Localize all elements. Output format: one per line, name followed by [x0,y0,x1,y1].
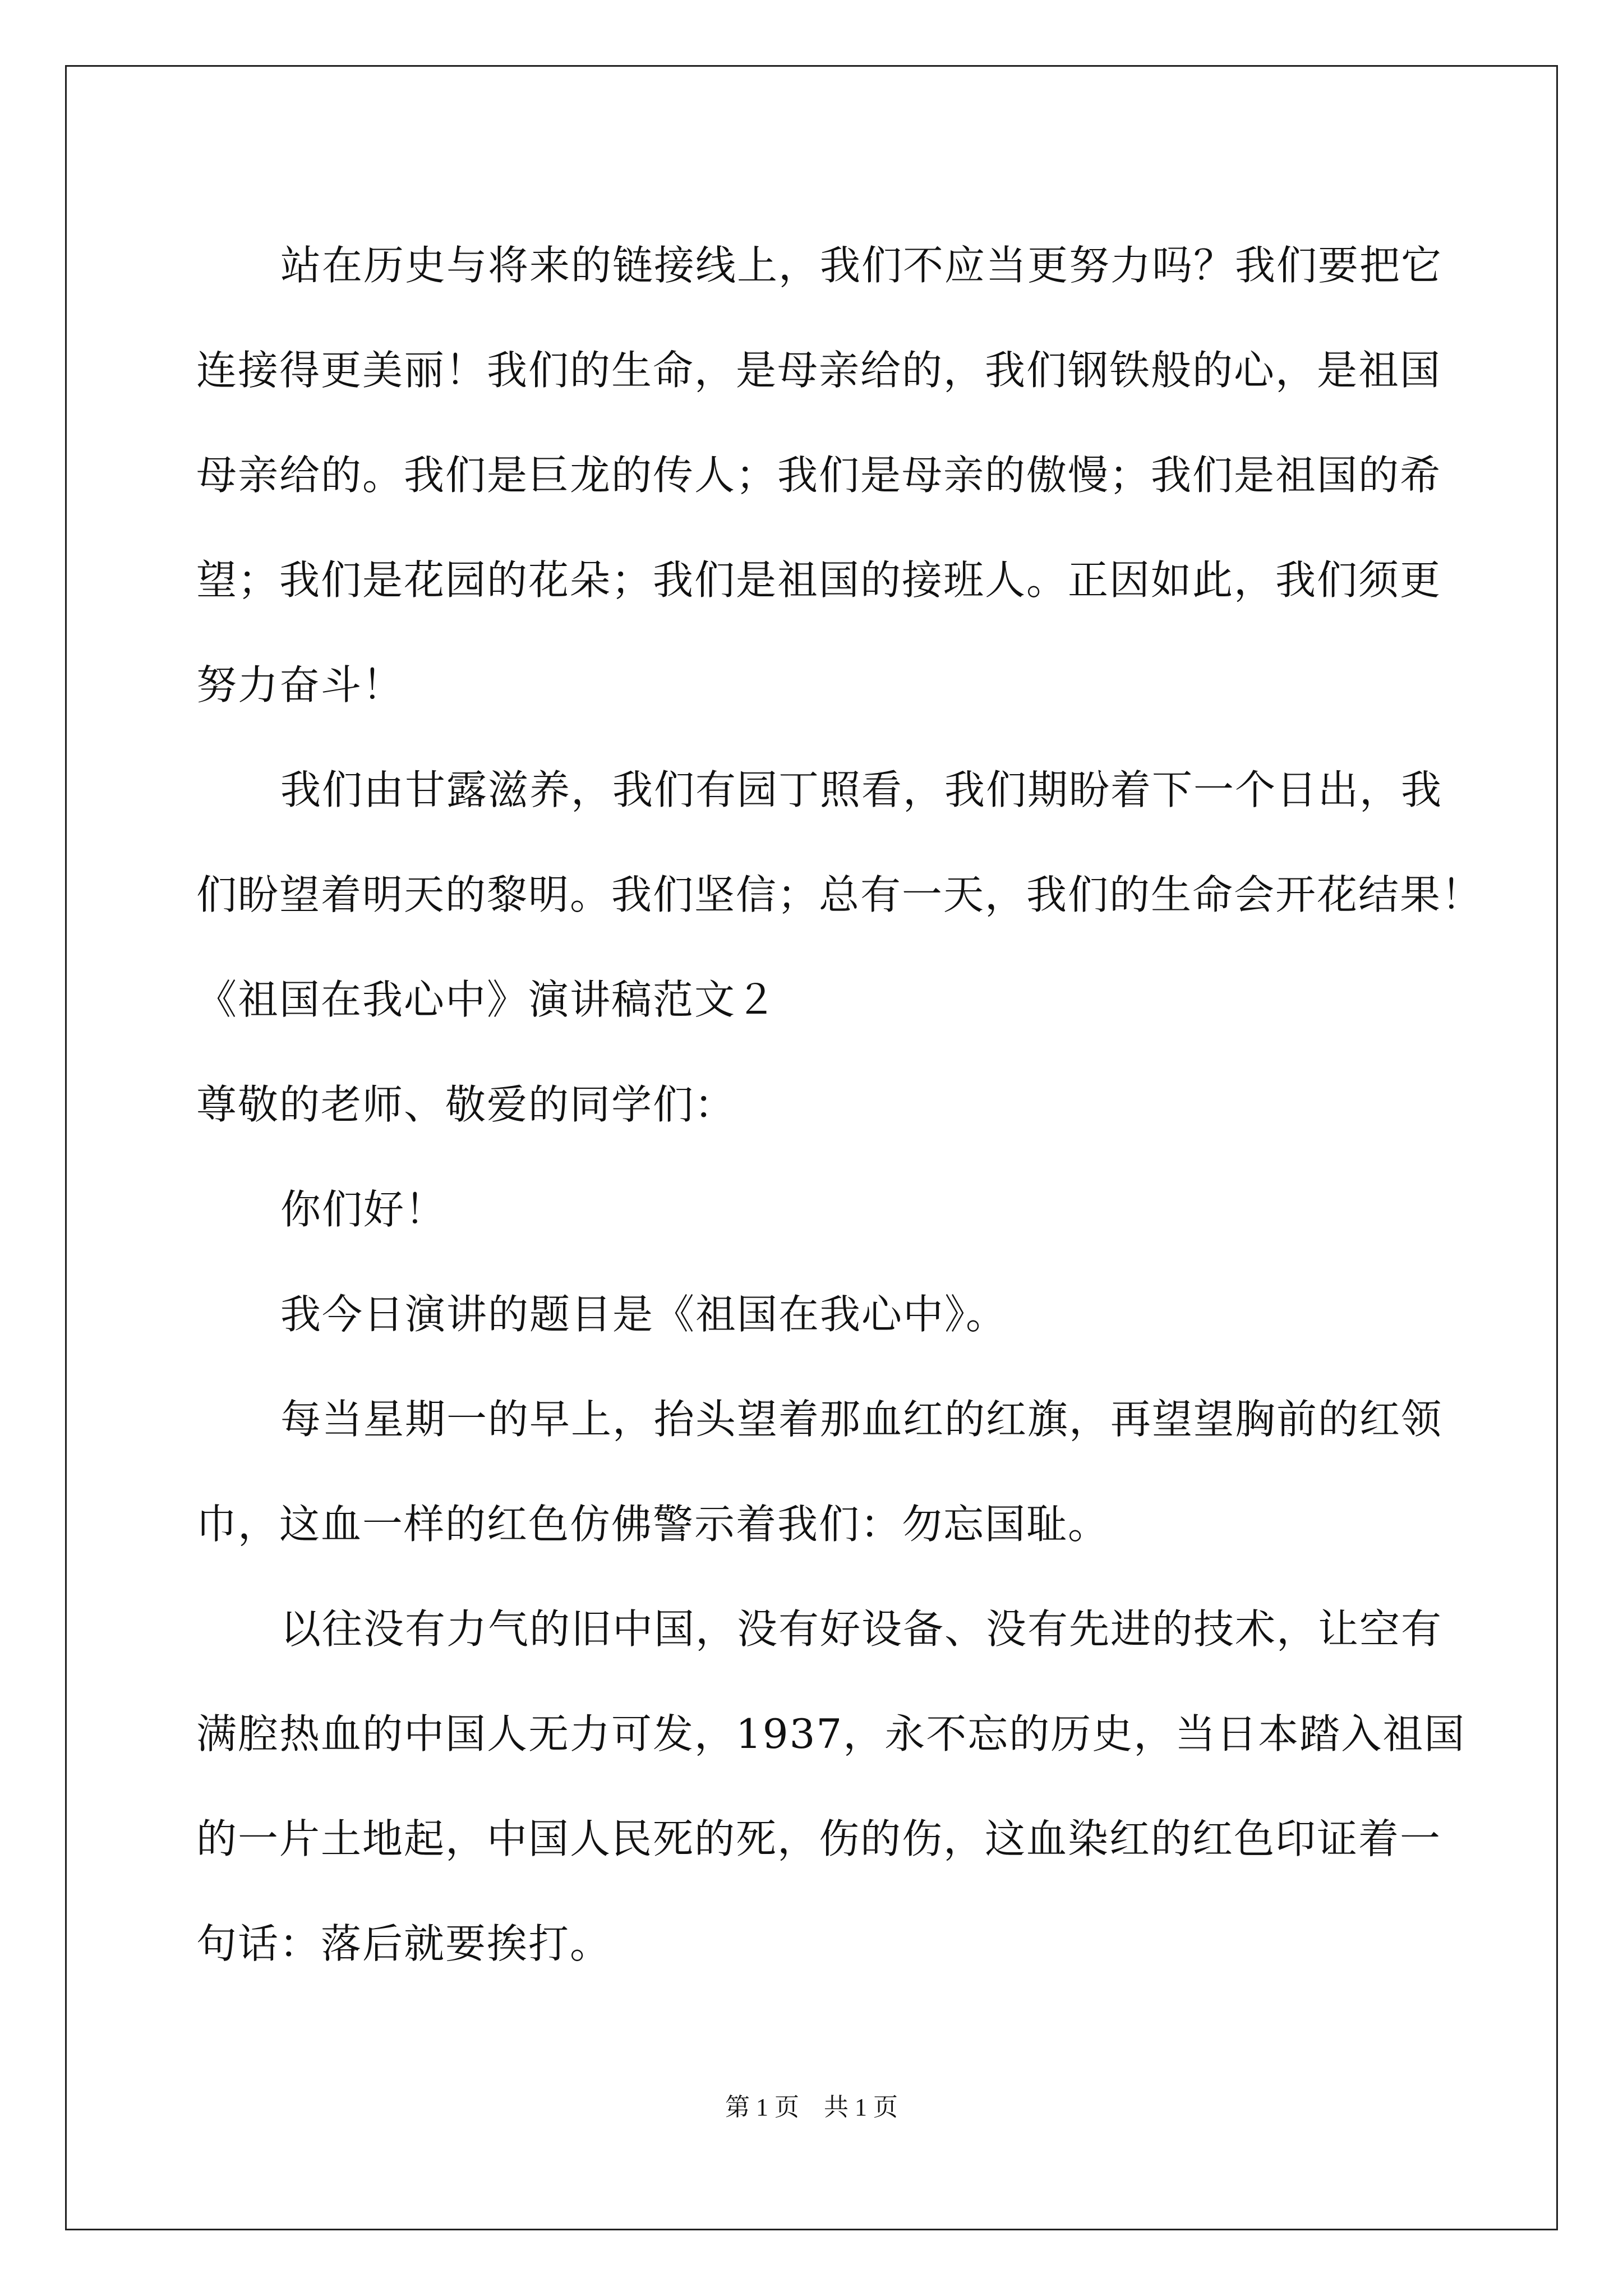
document-body [196,213,1483,1996]
paragraph-line: 巾，这血一样的红色仿佛警示着我们：勿忘国耻。 [196,1501,1110,1548]
paragraph-line: 努力奋斗！ [196,661,404,708]
paragraph-line: 句话：落后就要挨打。 [196,1920,612,1967]
paragraph-line: 以往没有力气的旧中国，没有好设备、没有先进的技术，让空有 [280,1605,1443,1653]
page-footer: 第 1 页 共 1 页 [725,2093,898,2121]
greeting: 你们好！ [280,1186,447,1233]
paragraph-line: 满腔热血的中国人无力可发，1937，永不忘的历史，当日本踏入祖国 [196,1710,1466,1757]
paragraph-line: 每当星期一的早上，抬头望着那血红的红旗，再望望胸前的红领 [280,1396,1443,1443]
paragraph-line: 我今日演讲的题目是《祖国在我心中》。 [280,1291,1008,1338]
paragraph-line: 母亲给的。我们是巨龙的传人；我们是母亲的傲慢；我们是祖国的希 [196,452,1442,499]
paragraph-line: 我们由甘露滋养，我们有园丁照看，我们期盼着下一个日出，我 [280,766,1443,813]
paragraph-line: 的一片土地起，中国人民死的死，伤的伤，这血染红的红色印证着一 [196,1815,1442,1862]
paragraph-line: 们盼望着明天的黎明。我们坚信；总有一天，我们的生命会开花结果！ [196,871,1483,918]
paragraph-line: 望；我们是花园的花朵；我们是祖国的接班人。正因如此，我们须更 [196,556,1442,604]
salutation: 尊敬的老师、敬爱的同学们： [196,1081,736,1128]
paragraph-line: 连接得更美丽！我们的生命，是母亲给的，我们钢铁般的心，是祖国 [196,347,1442,394]
paragraph-line: 站在历史与将来的链接线上，我们不应当更努力吗？我们要把它 [280,242,1443,289]
section-title: 《祖国在我心中》演讲稿范文２ [196,976,778,1023]
